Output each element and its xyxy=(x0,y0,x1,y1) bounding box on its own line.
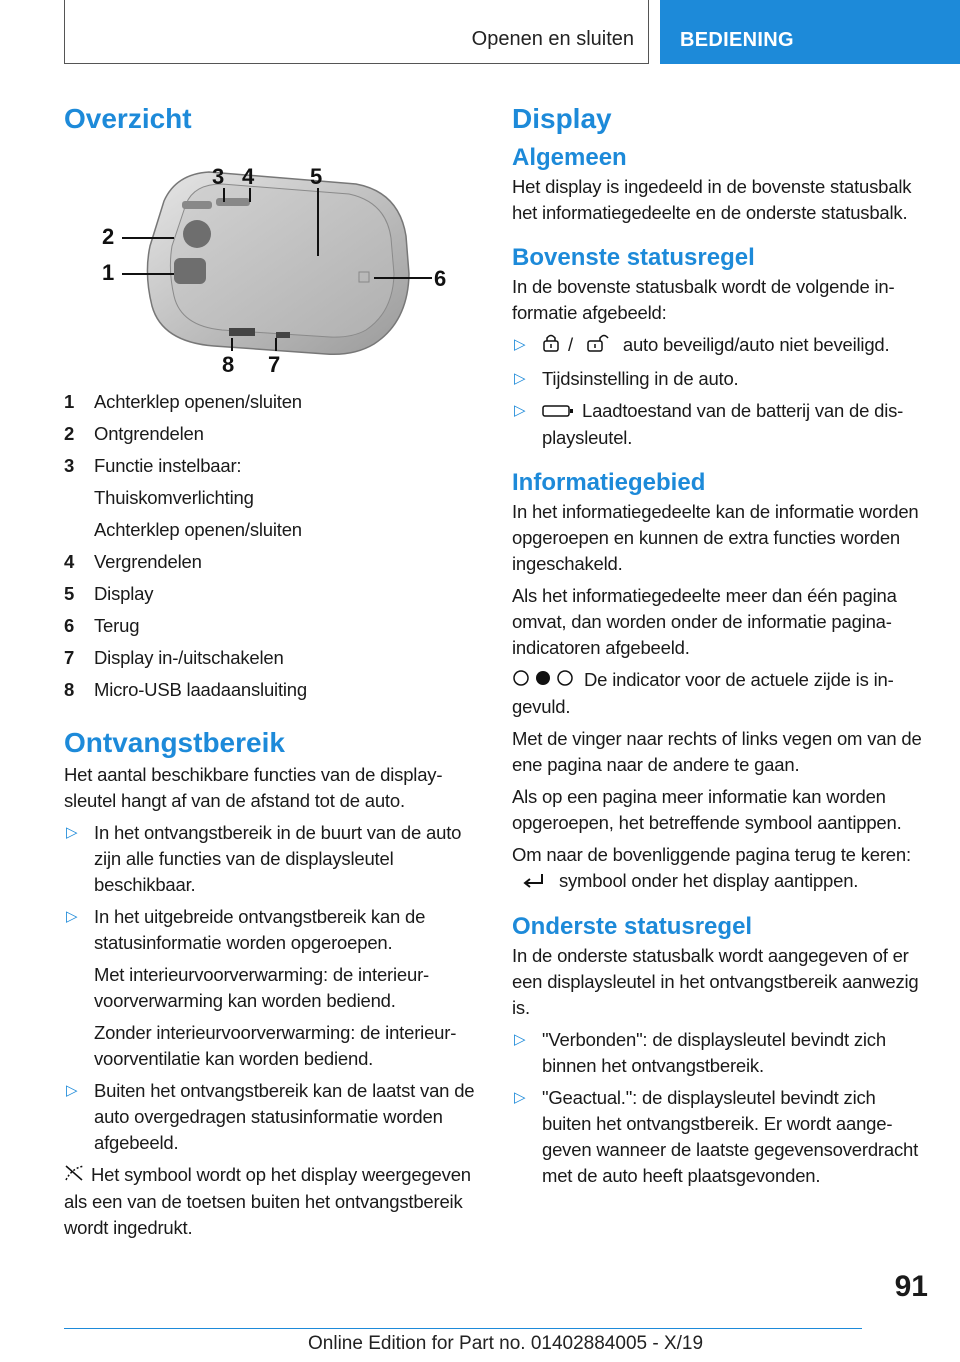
display-key-illustration xyxy=(64,146,464,376)
bullet-triangle-icon: ▷ xyxy=(514,369,526,387)
callout-2: 2 xyxy=(102,224,115,249)
list-item: Achterklep openen/sluiten xyxy=(94,519,302,540)
callout-6: 6 xyxy=(434,266,447,291)
range-intro: Het aantal beschikbare functies van de displaysleutel hangt af van de afstand tot de auto. xyxy=(64,764,443,811)
list-item: 7 Display in-/uitschakelen xyxy=(64,647,284,668)
info-para2: Als het informatiegedeelte meer dan één pagina omvat, dan worden onder de informatie paginaindicatoren afgebeeld. xyxy=(512,584,897,658)
page-indicator-icon xyxy=(512,668,576,694)
bottom-status-bullets xyxy=(512,1027,928,1189)
info-para5: Als op een pagina meer informatie kan worden opgeroepen, het betreffende symbool aantippen. xyxy=(512,785,902,833)
back-arrow-icon xyxy=(520,869,546,895)
info-area-heading: Informatiegebied xyxy=(512,468,706,496)
power-button-shape xyxy=(276,332,290,338)
top-status-text: In de bovenste statusbalk wordt de volgende informatie afgebeeld: xyxy=(512,276,895,323)
chapter-title: BEDIENING xyxy=(680,29,794,51)
list-item: ▷ In het ontvangstbereik in de buurt van de auto zijn alle functies van de displaysleutel beschikbaar. xyxy=(66,822,462,895)
range-b2-para1: Met interieurvoorverwarming: de interieurvoorverwarming kan worden bediend. xyxy=(94,964,430,1011)
list-item: Thuiskomverlichting xyxy=(94,487,254,508)
list-item: 2 Ontgrendelen xyxy=(64,423,204,444)
callout-1: 1 xyxy=(102,260,115,285)
callout-7: 7 xyxy=(268,352,281,376)
bullet-triangle-icon: ▷ xyxy=(66,1082,78,1099)
page-number: 91 xyxy=(894,1270,928,1303)
list-item: ▷ Laadtoestand van de batterij van de displaysleutel. xyxy=(514,399,904,448)
info-para1: In het informatiegedeelte kan de informatie worden opgeroepen en kunnen de extra functies worden ingeschakeld. xyxy=(512,500,919,574)
display-key-drawing xyxy=(64,146,464,376)
usb-port-shape xyxy=(229,328,255,336)
list-item: ▷ "Verbonden": de displaysleutel bevindt zich binnen het ontvangstbereik. xyxy=(514,1028,886,1076)
header-chapter-tab xyxy=(660,0,960,64)
list-item: 1 Achterklep openen/sluiten xyxy=(64,391,302,412)
list-item: 8 Micro-USB laadaansluiting xyxy=(64,679,307,700)
callout-5: 5 xyxy=(310,164,323,189)
bottom-status-text: In de onderste statusbalk wordt aangegeven of er een displaysleutel in het ontvangstbereik aanwezig is. xyxy=(512,944,919,1018)
header-section-box xyxy=(64,0,649,64)
list-item: ▷ Tijdsinstelling in de auto. xyxy=(512,366,928,392)
component-list xyxy=(64,386,484,706)
callout-3: 3 xyxy=(212,164,225,189)
list-item: ▷ "Geactual.": de displaysleutel bevindt zich buiten het ontvangstbereik. Er wordt aangegeven wanneer de laatste gegevensoverdracht met de auto heeft plaatsgevonden. xyxy=(514,1086,919,1186)
bullet-triangle-icon: ▷ xyxy=(66,908,78,925)
footer-divider xyxy=(64,1328,862,1329)
range-bullets xyxy=(64,820,484,1156)
display-heading: Display xyxy=(512,103,612,134)
bullet-triangle-icon: ▷ xyxy=(66,824,78,841)
range-b2-para2: Zonder interieurvoorverwarming: de interieurvoorventilatie kan worden bediend. xyxy=(94,1022,457,1069)
no-signal-icon xyxy=(64,1163,86,1189)
range-heading: Ontvangstbereik xyxy=(64,727,285,758)
list-item: ▷ / auto beveiligd/auto niet beveiligd. xyxy=(512,332,928,360)
battery-icon xyxy=(542,399,574,425)
top-status-heading: Bovenste statusregel xyxy=(512,244,755,271)
edition-footer: Online Edition for Part no. 01402884005 - X/19 xyxy=(308,1333,704,1354)
info-para6: Om naar de bovenliggende pagina terug te keren: symbool onder het display aantippen. xyxy=(512,842,928,895)
list-item: 6 Terug xyxy=(64,615,140,636)
function-button-shape xyxy=(182,201,212,209)
bullet-triangle-icon: ▷ xyxy=(514,1088,526,1106)
bullet-triangle-icon: ▷ xyxy=(514,401,526,419)
range-outro: Het symbool wordt op het display weergegeven als een van de toetsen buiten het ontvangstbereik wordt ingedrukt. xyxy=(64,1164,471,1239)
top-status-bullets xyxy=(512,332,928,451)
left-column xyxy=(64,100,484,1247)
list-item: 4 Vergrendelen xyxy=(64,551,202,572)
bottom-status-heading: Onderste statusregel xyxy=(512,912,753,940)
info-para3: De indicator voor de actuele zijde is ingevuld. xyxy=(512,668,894,717)
lock-open-icon xyxy=(586,333,610,360)
bullet-triangle-icon: ▷ xyxy=(514,336,526,353)
list-item: ▷ Buiten het ontvangstbereik kan de laatst van de auto overgedragen statusinformatie worden afgebeeld. xyxy=(66,1080,475,1153)
callout-8: 8 xyxy=(222,352,235,376)
bullet-triangle-icon: ▷ xyxy=(514,1030,526,1048)
general-text: Het display is ingedeeld in de bovenste statusbalk het informatiegedeelte en de onderste statusbalk. xyxy=(512,176,912,223)
lock-button-shape xyxy=(216,198,250,206)
lock-closed-icon xyxy=(542,333,560,360)
unlock-button-shape xyxy=(183,220,211,248)
list-item: 5 Display xyxy=(64,583,154,604)
list-item: 3 Functie instelbaar: xyxy=(64,455,242,476)
section-title: Openen en sluiten xyxy=(471,28,634,50)
info-para4: Met de vinger naar rechts of links vegen om van de ene pagina naar de andere te gaan. xyxy=(512,727,922,775)
right-column xyxy=(512,100,928,1195)
list-item: ▷ In het uitgebreide ontvangstbereik kan de statusinformatie worden opgeroepen. Met interieurvoorverwarming: de interieurvoorverwarming kan worden bediend. Zonder interieurvoorverwarming: de interieurvoorventilatie kan worden bediend. xyxy=(64,904,484,1072)
general-heading: Algemeen xyxy=(512,144,627,171)
tailgate-button-shape xyxy=(174,258,206,284)
overview-heading: Overzicht xyxy=(64,103,192,134)
callout-4: 4 xyxy=(242,164,255,189)
